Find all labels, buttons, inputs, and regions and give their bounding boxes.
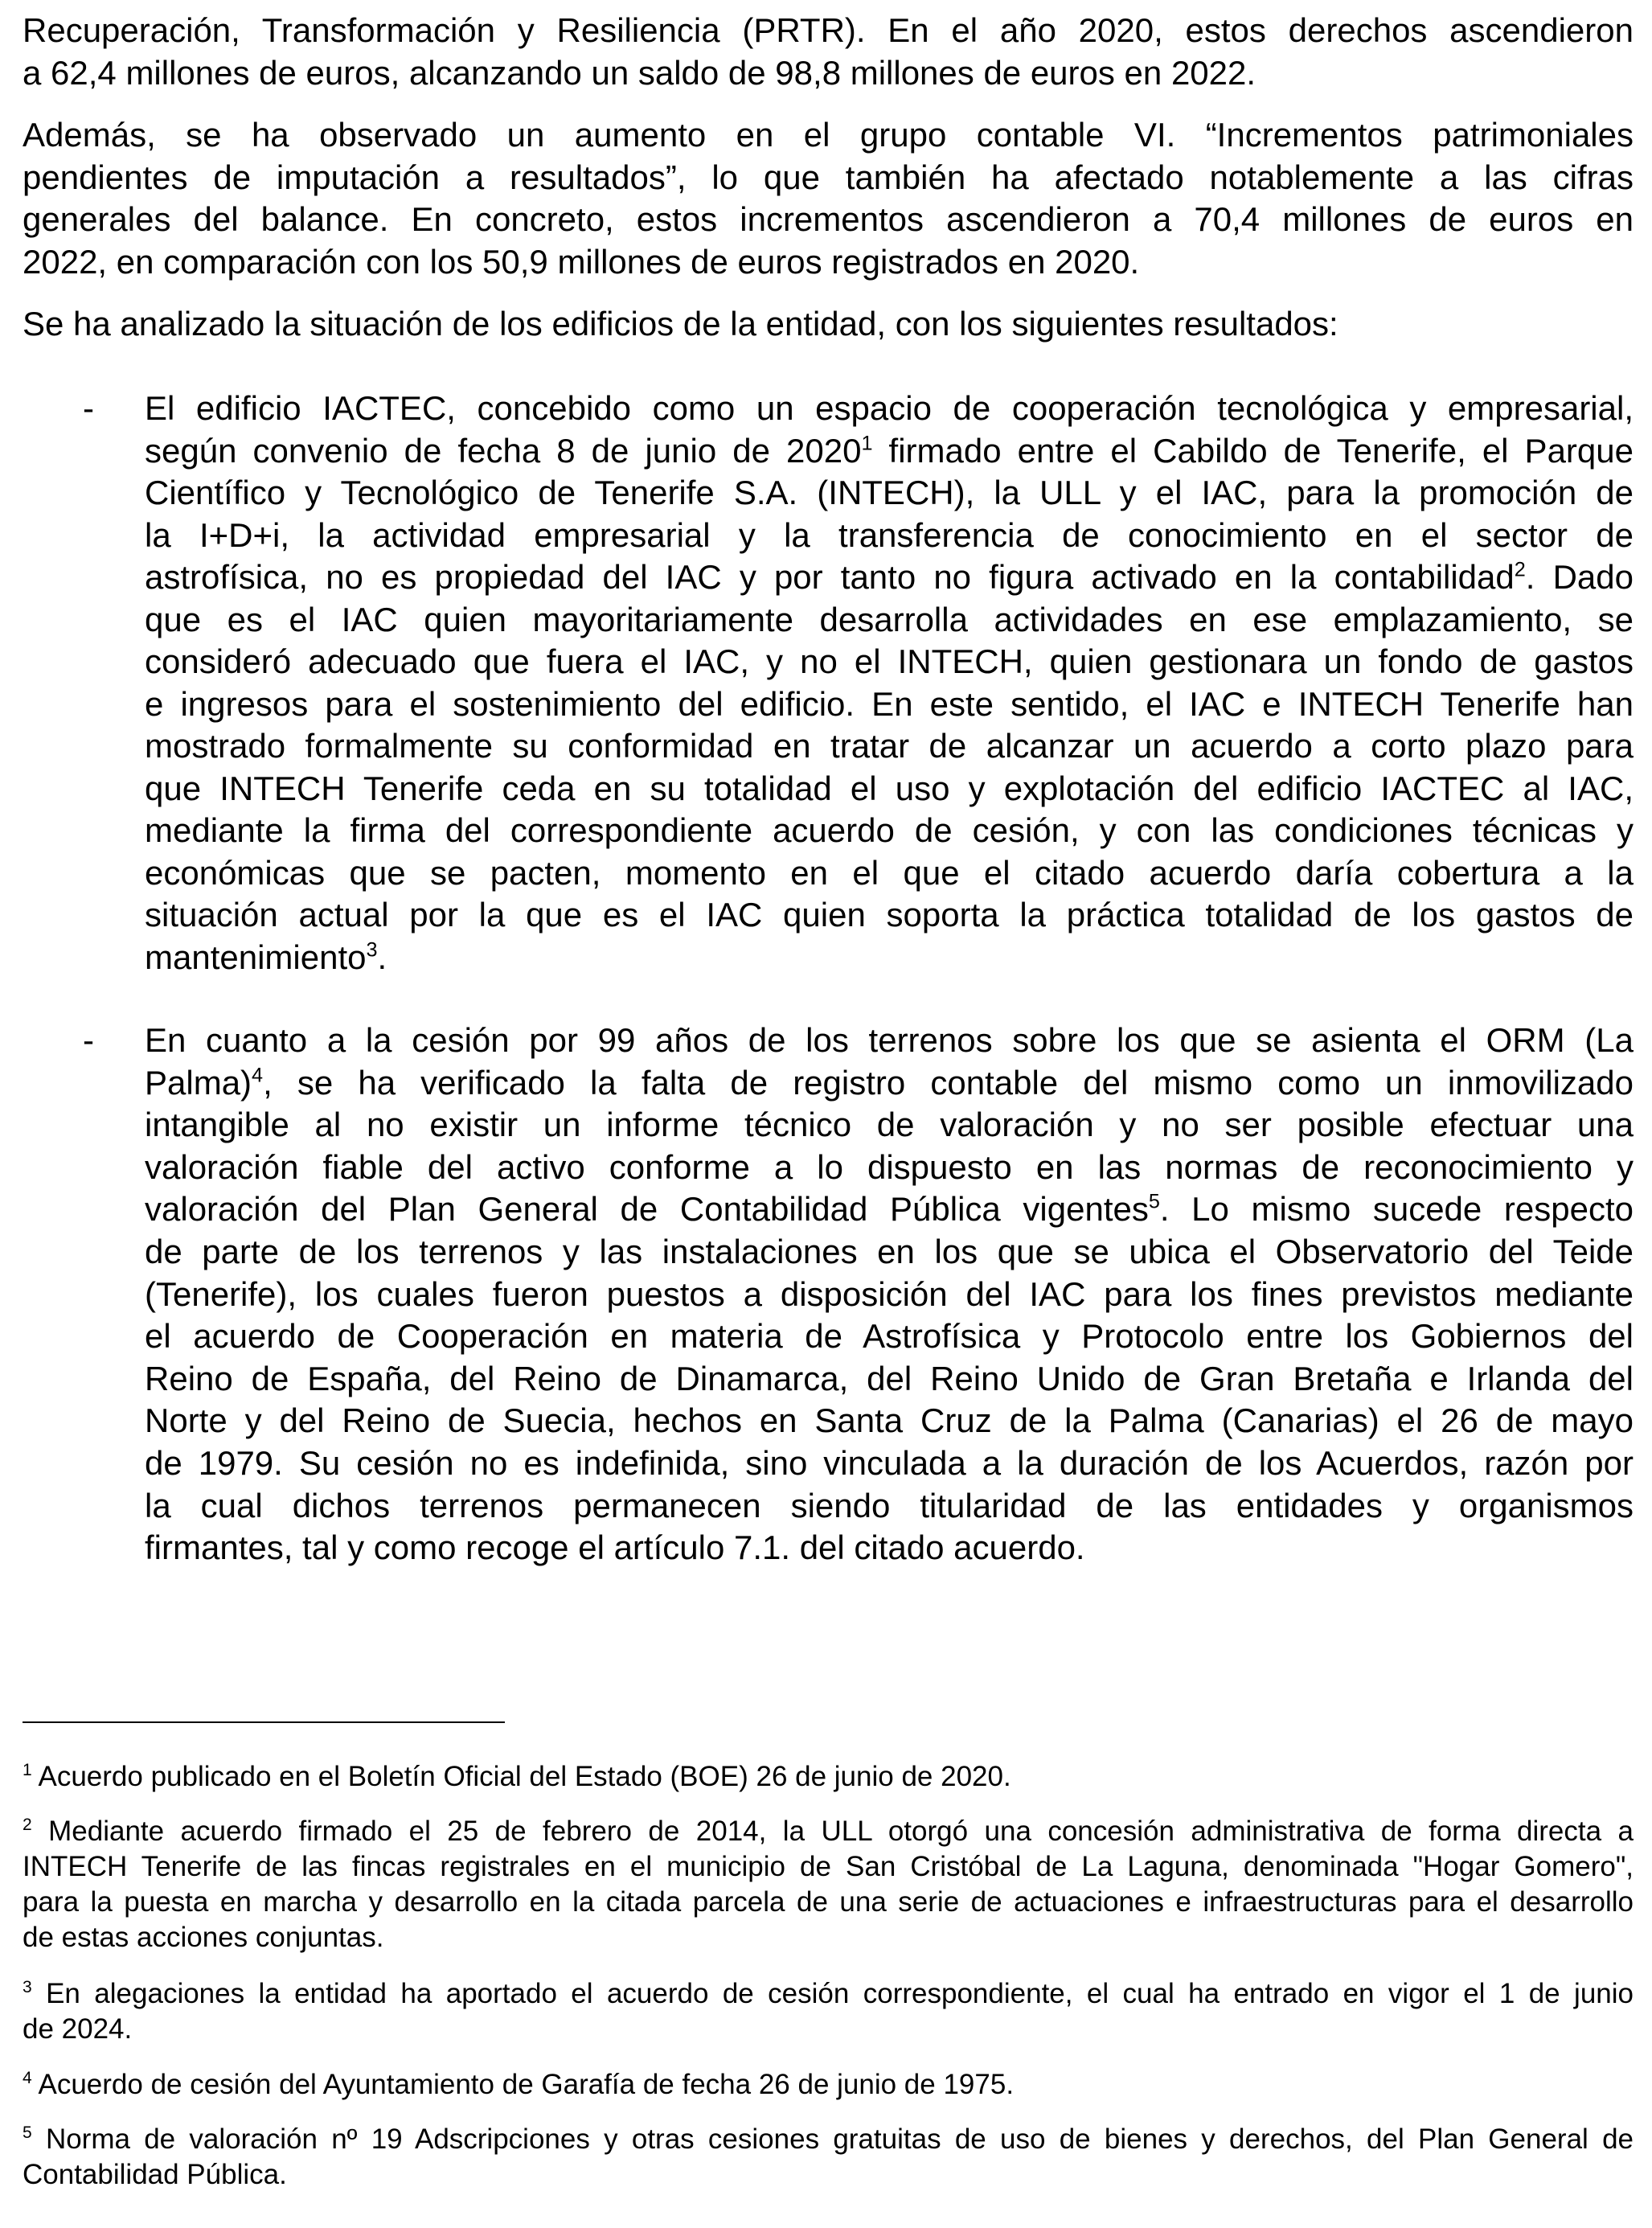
text-segment: , se ha verificado la falta de registro contable del mismo como un inmovilizado xyxy=(263,1063,1634,1102)
text-line: Científico y Tecnológico de Tenerife S.A. (INTECH), la ULL y el IAC, para la promoción de xyxy=(145,474,1634,511)
text-line: mediante la firma del correspondiente acuerdo de cesión, y con las condiciones técnicas y xyxy=(145,811,1634,849)
text-line: Reino de España, del Reino de Dinamarca, del Reino Unido de Gran Bretaña e Irlanda del xyxy=(145,1359,1634,1397)
footnote-number: 2 xyxy=(23,1815,32,1834)
text-line: de 1979. Su cesión no es indefinida, sino vinculada a la duración de los Acuerdos, razón por xyxy=(145,1443,1634,1482)
text-line: mostrado formalmente su conformidad en tratar de alcanzar un acuerdo a corto plazo para xyxy=(145,727,1634,765)
text-segment: firmado entre el Cabildo de Tenerife, el Parque xyxy=(872,431,1634,470)
paragraph-buildings-intro xyxy=(23,303,1634,346)
footnote-number: 3 xyxy=(23,1977,32,1996)
text-line xyxy=(23,1814,1634,1849)
bullet-dash-marker: - xyxy=(83,1021,94,1059)
text-line: para la puesta en marcha y desarrollo en la citada parcela de una serie de actuaciones e infraestructuras para el desarrollo xyxy=(23,1886,1634,1918)
text-line: de estas acciones conjuntas. xyxy=(23,1922,384,1953)
text-line: intangible al no existir un informe técnico de valoración y no ser posible efectuar una xyxy=(145,1106,1634,1144)
text-line xyxy=(23,2067,1634,2103)
text-line: económicas que se pacten, momento en el que el citado acuerdo daría cobertura a la xyxy=(145,853,1634,892)
text-line xyxy=(145,430,1634,473)
text-line: (Tenerife), los cuales fueron puestos a disposición del IAC para los fines previstos mediante xyxy=(145,1274,1634,1313)
text-line: INTECH Tenerife de las fincas registrales en el municipio de San Cristóbal de La Laguna, denominada "Hogar Gomero", xyxy=(23,1851,1634,1882)
text-segment: Palma) xyxy=(145,1063,252,1102)
footnote-1 xyxy=(23,1759,1634,1795)
text-line xyxy=(23,1976,1634,2012)
text-line xyxy=(145,937,1634,979)
footnote-text: Acuerdo publicado en el Boletín Oficial del Estado (BOE) 26 de junio de 2020. xyxy=(31,1761,1011,1792)
text-line: Contabilidad Pública. xyxy=(23,2159,287,2190)
footnote-number: 4 xyxy=(23,2068,32,2087)
text-line: el acuerdo de Cooperación en materia de Astrofísica y Protocolo entre los Gobiernos del xyxy=(145,1317,1634,1356)
text-segment: según convenio de fecha 8 de junio de 2020 xyxy=(145,431,862,470)
text-line xyxy=(23,1759,1634,1795)
text-line: Norte y del Reino de Suecia, hechos en Santa Cruz de la Palma (Canarias) el 26 de mayo xyxy=(145,1401,1634,1440)
footnote-number: 1 xyxy=(23,1760,32,1779)
text-line: pendientes de imputación a resultados”, lo que también ha afectado notablemente a las cifras xyxy=(23,158,1634,196)
text-line xyxy=(23,2122,1634,2157)
text-line: firmantes, tal y como recoge el artículo 7.1. del citado acuerdo. xyxy=(145,1528,1085,1567)
text-segment: . Dado xyxy=(1525,558,1634,596)
footnote-ref-3[interactable]: 3 xyxy=(366,938,378,961)
footnote-text: En alegaciones la entidad ha aportado el acuerdo de cesión correspondiente, el cual ha entrado en vigor el 1 de junio xyxy=(31,1978,1634,2009)
text-line: generales del balance. En concreto, estos incrementos ascendieron a 70,4 millones de euros en xyxy=(23,200,1634,238)
footnote-text: Norma de valoración nº 19 Adscripciones y otras cesiones gratuitas de uso de bienes y derechos, del Plan General de xyxy=(31,2123,1634,2155)
text-line: valoración fiable del activo conforme a lo dispuesto en las normas de reconocimiento y xyxy=(145,1147,1634,1186)
text-segment: . xyxy=(377,938,387,976)
text-line: Además, se ha observado un aumento en el grupo contable VI. “Incrementos patrimoniales xyxy=(23,116,1634,154)
footnote-number: 5 xyxy=(23,2123,32,2142)
text-line xyxy=(145,1188,1634,1231)
text-line: consideró adecuado que fuera el IAC, y no el INTECH, quien gestionara un fondo de gastos xyxy=(145,642,1634,680)
footnote-ref-4[interactable]: 4 xyxy=(252,1063,264,1086)
text-line: e ingresos para el sostenimiento del edificio. En este sentido, el IAC e INTECH Tenerife han xyxy=(145,684,1634,723)
text-segment: mantenimiento xyxy=(145,938,367,976)
footnote-4 xyxy=(23,2067,1634,2103)
text-line: Recuperación, Transformación y Resiliencia (PRTR). En el año 2020, estos derechos ascendieron xyxy=(23,11,1634,49)
text-line: de parte de los terrenos y las instalaciones en los que se ubica el Observatorio del Teide xyxy=(145,1232,1634,1270)
paragraph-patrimonial-increments xyxy=(23,114,1634,283)
text-segment: valoración del Plan General de Contabilidad Pública vigentes xyxy=(145,1190,1149,1229)
text-line: situación actual por la que es el IAC quien soporta la práctica totalidad de los gastos de xyxy=(145,896,1634,933)
text-line: que es el IAC quien mayoritariamente desarrolla actividades en ese emplazamiento, se xyxy=(145,600,1634,638)
footnote-text: Mediante acuerdo firmado el 25 de febrero de 2014, la ULL otorgó una concesión administrativa de forma directa a xyxy=(31,1816,1634,1847)
footnote-separator xyxy=(23,1721,505,1723)
text-line: que INTECH Tenerife ceda en su totalidad el uso y explotación del edificio IACTEC al IAC, xyxy=(145,769,1634,807)
text-segment: astrofísica, no es propiedad del IAC y por tanto no figura activado en la contabilidad xyxy=(145,558,1515,596)
text-line: la cual dichos terrenos permanecen siendo titularidad de las entidades y organismos xyxy=(145,1486,1634,1524)
paragraph-prtr-rights xyxy=(23,10,1634,94)
footnote-ref-1[interactable]: 1 xyxy=(861,431,873,454)
footnote-2 xyxy=(23,1814,1634,1955)
text-line xyxy=(145,556,1634,599)
text-segment: . Lo mismo sucede respecto xyxy=(1159,1190,1634,1229)
text-line: a 62,4 millones de euros, alcanzando un saldo de 98,8 millones de euros en 2022. xyxy=(23,53,1256,92)
text-line: En cuanto a la cesión por 99 años de los terrenos sobre los que se asienta el ORM (La xyxy=(145,1021,1634,1059)
text-line: El edificio IACTEC, concebido como un espacio de cooperación tecnológica y empresarial, xyxy=(145,389,1634,427)
text-line: la I+D+i, la actividad empresarial y la transferencia de conocimiento en el sector de xyxy=(145,515,1634,554)
footnote-5 xyxy=(23,2122,1634,2193)
bullet-iactec-building xyxy=(145,388,1634,979)
footnote-3 xyxy=(23,1976,1634,2047)
footnote-ref-5[interactable]: 5 xyxy=(1148,1190,1160,1213)
bullet-orm-land-cession xyxy=(145,1020,1634,1569)
text-line: de 2024. xyxy=(23,2013,133,2045)
bullet-dash-marker: - xyxy=(83,389,94,427)
footnote-text: Acuerdo de cesión del Ayuntamiento de Garafía de fecha 26 de junio de 1975. xyxy=(31,2069,1015,2100)
text-line: Se ha analizado la situación de los edificios de la entidad, con los siguientes resultados: xyxy=(23,305,1338,343)
footnote-ref-2[interactable]: 2 xyxy=(1514,558,1526,581)
text-line xyxy=(145,1062,1634,1105)
text-line: 2022, en comparación con los 50,9 millones de euros registrados en 2020. xyxy=(23,242,1140,281)
